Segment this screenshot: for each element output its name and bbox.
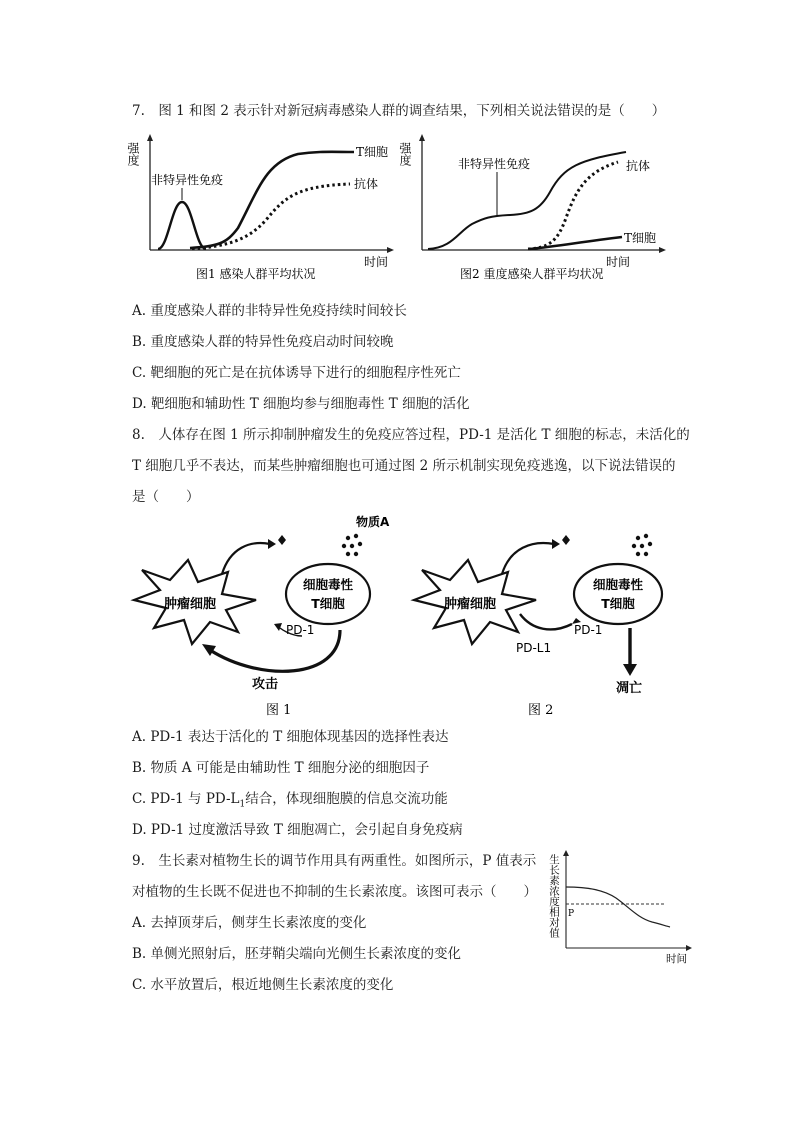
q8-option-c-tail: 结合，体现细胞膜的信息交流功能 <box>245 791 448 807</box>
q8-option-a: A. PD-1 表达于活化的 T 细胞体现基因的选择性表达 <box>132 729 449 745</box>
q8-fig2-tcell-label1: 细胞毒性 <box>592 577 644 592</box>
q9-stem-line1: 9. 生长素对植物生长的调节作用具有两重性。如图所示，P 值表示 <box>132 853 537 869</box>
q7-figure-2 <box>400 132 670 288</box>
q8-fig1-tcell-label2: T细胞 <box>311 596 345 611</box>
q8-fig1-substance-label: 物质A <box>356 515 390 529</box>
q7-fig2-tcell-label: T细胞 <box>624 231 657 245</box>
q8-fig2-pd1-label: PD-1 <box>574 623 603 637</box>
q8-fig2-death-label: 凋亡 <box>616 681 643 696</box>
q7-option-d: D. 靶细胞和辅助性 T 细胞均参与细胞毒性 T 细胞的活化 <box>132 396 470 412</box>
q8-option-c-subscript: 1 <box>239 799 246 810</box>
q9-option-a: A. 去掉顶芽后，侧芽生长素浓度的变化 <box>132 915 367 931</box>
q9-chart-p-label: P <box>568 909 575 919</box>
q7-fig1-ylabel: 强度 <box>126 142 140 166</box>
q9-option-c: C. 水平放置后，根近地侧生长素浓度的变化 <box>132 977 394 993</box>
q8-fig1-tumor-label: 肿瘤细胞 <box>164 597 217 612</box>
q7-option-b: B. 重度感染人群的特异性免疫启动时间较晚 <box>132 334 394 350</box>
q7-stem: 7. 图 1 和图 2 表示针对新冠病毒感染人群的调查结果，下列相关说法错误的是（ ） <box>132 103 666 119</box>
q9-chart <box>548 850 698 966</box>
q9-stem-line2: 对植物的生长既不促进也不抑制的生长素浓度。该图可表示（ ） <box>132 884 537 900</box>
q8-fig1-substance-dots <box>342 534 362 556</box>
q8-option-c-head: C. PD-1 与 PD-L <box>132 791 240 807</box>
q7-option-c: C. 靶细胞的死亡是在抗体诱导下进行的细胞程序性死亡 <box>132 365 461 381</box>
q8-fig1-tcell <box>286 564 370 624</box>
q8-stem-line3: 是（ ） <box>132 489 200 505</box>
q7-fig2-ylabel: 强度 <box>398 142 412 166</box>
q8-fig1-caption: 图 1 <box>266 703 292 718</box>
q9-option-b: B. 单侧光照射后，胚芽鞘尖端向光侧生长素浓度的变化 <box>132 946 462 962</box>
q8-fig2-caption: 图 2 <box>528 703 554 718</box>
q8-figure-1 <box>130 510 390 720</box>
q7-fig2-nonspecific-label: 非特异性免疫 <box>458 157 531 171</box>
q8-figure-2 <box>412 510 682 720</box>
q7-fig1-caption: 图1 感染人群平均状况 <box>196 267 316 281</box>
q8-fig1-attack-label: 攻击 <box>252 677 279 692</box>
q7-fig2-xlabel: 时间 <box>606 255 631 269</box>
q8-fig1-pd1-label: PD-1 <box>286 623 315 637</box>
q8-option-d: D. PD-1 过度激活导致 T 细胞凋亡，会引起自身免疫病 <box>132 822 463 838</box>
q8-fig2-tcell <box>574 564 662 624</box>
q8-fig1-tcell-label1: 细胞毒性 <box>302 577 354 592</box>
q7-fig1-tcell-label: T细胞 <box>356 145 389 159</box>
q7-fig1-antibody-label: 抗体 <box>354 177 379 191</box>
q8-fig2-tumor-label: 肿瘤细胞 <box>444 597 497 612</box>
q8-fig2-pdl1-label: PD-L1 <box>516 641 552 655</box>
q8-fig2-tcell-label2: T细胞 <box>601 596 635 611</box>
q7-figure-1 <box>128 132 398 288</box>
q7-option-a: A. 重度感染人群的非特异性免疫持续时间较长 <box>132 303 407 319</box>
q7-fig2-antibody-label: 抗体 <box>626 159 651 173</box>
q7-fig1-xlabel: 时间 <box>364 255 389 269</box>
q9-chart-xlabel: 时间 <box>666 953 687 965</box>
q8-stem-line2: T 细胞几乎不表达，而某些肿瘤细胞也可通过图 2 所示机制实现免疫逃逸，以下说法错误的 <box>132 458 676 474</box>
q8-option-c <box>132 790 448 814</box>
q9-chart-ylabel: 生长素浓度相对值 <box>548 854 560 938</box>
q7-fig2-caption: 图2 重度感染人群平均状况 <box>460 267 604 281</box>
q7-fig1-nonspecific-label: 非特异性免疫 <box>151 173 224 187</box>
q8-fig2-substance-dots <box>632 534 652 556</box>
q8-stem-line1: 8. 人体存在图 1 所示抑制肿瘤发生的免疫应答过程，PD-1 是活化 T 细胞的标志，未活化的 <box>132 427 690 443</box>
q8-option-b: B. 物质 A 可能是由辅助性 T 细胞分泌的细胞因子 <box>132 760 430 776</box>
